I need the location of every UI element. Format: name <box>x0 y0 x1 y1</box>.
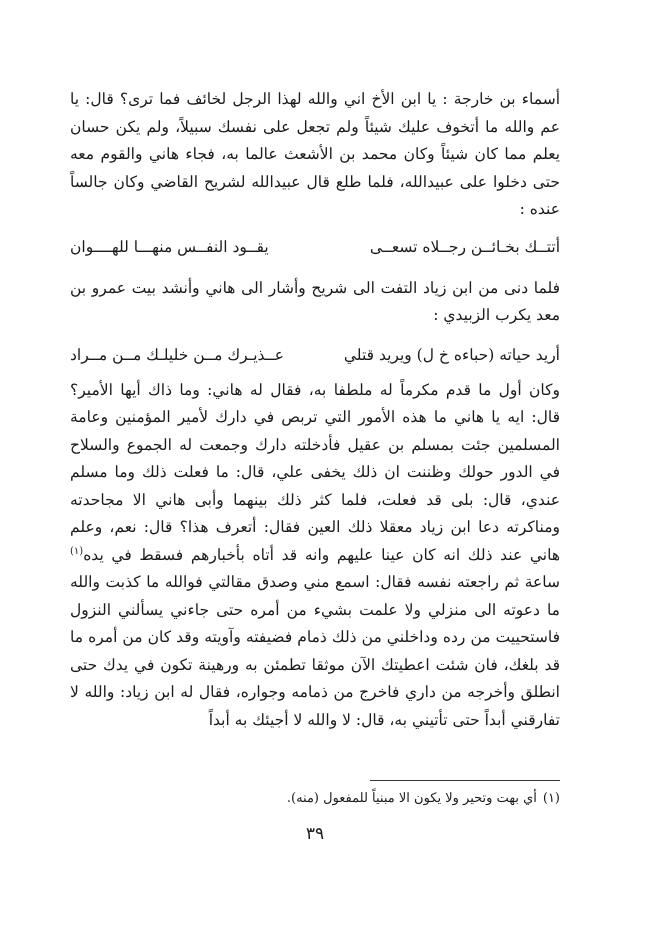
verse-2 <box>70 342 560 369</box>
book-page <box>70 86 560 886</box>
footnote-text: أي بهت وتحير ولا يكون الا مبنياً للمفعول (منه). <box>286 791 537 806</box>
verse-2-first-hemistich: أريد حياته (حباءه خ ل) ويريد قتلي <box>343 345 560 364</box>
verse-1 <box>70 234 560 261</box>
page-number: ٣٩ <box>305 824 325 844</box>
paragraph-3-part-2: ساعة ثم راجعته نفسه فقال: اسمع مني وصدق مقالتي فوالله ما كذبت والله ما دعوته الى منزلي ولا علمت بشيء من أمره حتى جاءني يسألني النزول فاستحييت من رده وداخلني من ذلك ذمام فضيفته وآويته وقد كان من أمره ما قد بلغك، فان شئت اعطيتك الآن موثقا تطمئن به ورهينة تكون في يدك حتى انطلق وأخرجه من داري فاخرج من ذمامه وجواره، فقال له ابن زياد: والله لا تفارقني أبداً حتى تأتيني به، قال: لا والله لا أجيئك به أبداً <box>70 573 560 729</box>
paragraph-2: فلما دنى من ابن زياد التفت الى شريح وأشار الى هاني وأنشد بيت عمرو بن معد يكرب الزبيدي : <box>70 278 560 324</box>
verse-1-first-hemistich: أتتــك بخـائــن رجــلاه تسعــى <box>369 237 560 256</box>
footnote-reference[interactable]: (١) <box>70 545 84 557</box>
footnote-divider <box>370 780 560 781</box>
paragraph-3 <box>70 377 560 735</box>
paragraph-1: أسماء بن خارجة : يا ابن الأخ اني والله لهذا الرجل لخائف فما ترى؟ قال: يا عم والله ما أتخوف عليك شيئاً ولم تجعل على نفسك سبيلاً، ولم يكن حسان يعلم مما كان شيئاً وكان محمد بن الأشعث عالما به، فجاء هاني والقوم معه حتى دخلوا على عبيدالله، فلما طلع قال عبيدالله لشريح القاضي وكان جالساً عنده : <box>70 90 560 218</box>
verse-2-second-hemistich: عــذيـرك مــن خليلـك مــن مــراد <box>70 345 284 364</box>
footnote-number: (١) <box>542 791 560 806</box>
footnote <box>70 789 560 809</box>
paragraph-3-part-1: وكان أول ما قدم مكرماً له ملطفا به، فقال له هاني: وما ذاك أيها الأمير؟ قال: ايه يا هاني ما هذه الأمور التي تربص في دارك لأمير المؤمنين وعامة المسلمين جئت بمسلم بن عقيل فأدخلته دارك وجمعت له الجموع والسلاح في الدور حولك وظننت ان ذلك يخفى علي، قال: ما فعلت ذلك وما مسلم عندي، قال: بلى قد فعلت، فلما كثر ذلك بينهما وأبى هاني الا مجاحدته ومناكرته دعا ابن زياد معقلا ذلك العين فقال: أتعرف هذا؟ قال: نعم، وعلم هاني عند ذلك انه كان عينا عليهم وانه قد أتاه بأخبارهم فسقط في يده <box>70 380 560 564</box>
verse-1-second-hemistich: يقــود النفــس منهـــا للهــــوان <box>70 237 269 256</box>
